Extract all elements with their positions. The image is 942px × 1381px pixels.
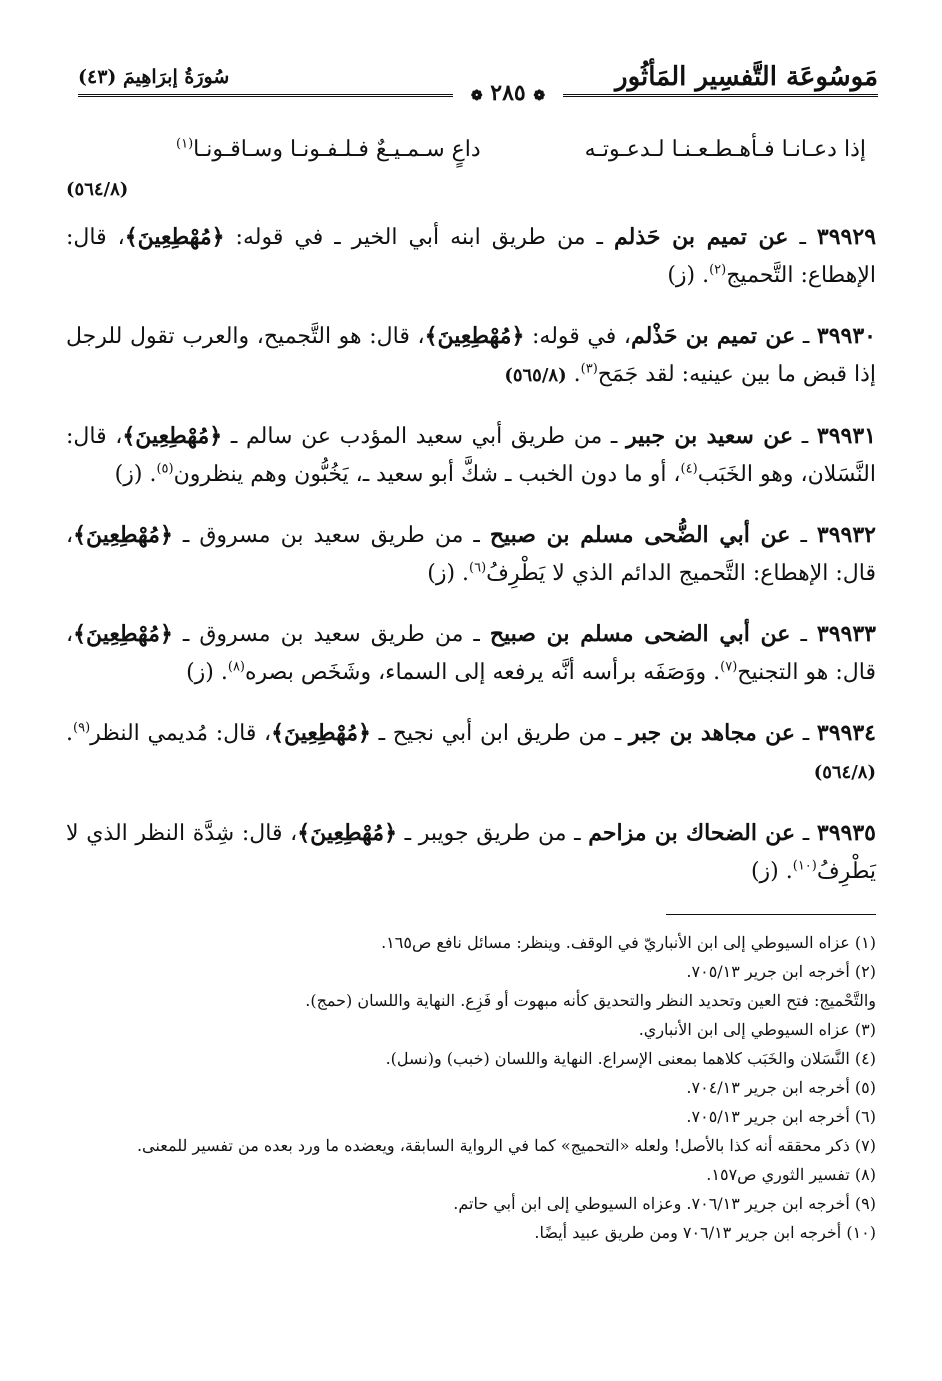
surah-name: سُورَةُ إبرَاهِيمَ (٤٣) <box>78 66 230 88</box>
narration-number: ٣٩٩٣٥ <box>816 820 876 846</box>
quran-word: ﴿مُهْطِعِينَ﴾ <box>124 224 225 250</box>
quran-word: ﴿مُهْطِعِينَ﴾ <box>122 423 223 449</box>
volume-page-ref: (٥٦٤/٨) <box>813 762 876 783</box>
footnote: (٥) أخرجه ابن جرير ٧٠٤/١٣. <box>686 1078 876 1097</box>
narration-number: ٣٩٩٣٣ <box>816 621 876 647</box>
narrator-name: عن الضحاك بن مزاحم <box>588 820 796 846</box>
footnote: (٨) تفسير الثوري ص١٥٧. <box>706 1165 876 1184</box>
poem-hemistich-2 <box>176 130 481 170</box>
narration-number: ٣٩٩٢٩ <box>816 224 877 250</box>
page-number <box>453 80 563 106</box>
quran-word: ﴿مُهْطِعِينَ﴾ <box>297 820 397 846</box>
entry-end: . (ز) <box>114 462 157 487</box>
ornament-icon: ❁ <box>470 88 483 104</box>
footnote: (٦) أخرجه ابن جرير ٧٠٥/١٣. <box>686 1107 876 1126</box>
narration-entry: ٣٩٩٣٥ ـ عن الضحاك بن مزاحم ـ من طريق جويبر ـ ﴿مُهْطِعِينَ﴾، قال: شِدَّة النظر الذي لا يَطْرِفُ$^{(١٠)}$. (ز) <box>66 820 876 884</box>
narration-entry: ٣٩٩٣١ ـ عن سعيد بن جبير ـ من طريق أبي سعيد المؤدب عن سالم ـ ﴿مُهْطِعِينَ﴾، قال: النَّسَلان، وهو الخَبَب$^{(٤)}$، أو ما دون الخبب ـ شكَّ أبو سعيد ـ، يَخُبُّون وهم ينظرون$^{(٥)}$. (ز) <box>66 423 876 487</box>
narrator-name: عن تميم بن حَذْلم <box>630 323 796 349</box>
narrator-name: عن تميم بن حَذلم <box>613 224 789 250</box>
narration-list <box>66 218 876 891</box>
narrator-name: عن أبي الضُّحى مسلم بن صبيح <box>489 522 791 548</box>
entry-end: . <box>66 721 73 746</box>
chain-text: ، في قوله: <box>524 324 631 349</box>
footnote: والتَّحْميج: فتح العين وتحديد النظر والتحديق كأنه مبهوت أو فَزِع. النهاية واللسان (حمج). <box>305 991 876 1010</box>
footnote-marker: (١٠) <box>792 858 817 874</box>
entry-end: . (ز) <box>750 859 793 884</box>
footnote-marker: (٣) <box>580 361 598 377</box>
footnote-marker: (٧) <box>720 659 738 675</box>
narration-number: ٣٩٩٣١ <box>816 423 876 449</box>
footnote-marker: (٢) <box>709 262 727 278</box>
chain-text: ـ من طريق جويبر ـ <box>396 821 589 846</box>
ornament-icon: ❁ <box>533 88 546 104</box>
footnote-marker: (٥) <box>156 461 174 477</box>
narration-entry: ٣٩٩٣٤ ـ عن مجاهد بن جبر ـ من طريق ابن أبي نجيح ـ ﴿مُهْطِعِينَ﴾، قال: مُديمي النظر$^{(٩)}$. (٥٦٤/٨) <box>66 720 876 783</box>
quran-word: ﴿مُهْطِعِينَ﴾ <box>73 621 173 647</box>
entry-text: ، قال: هو التجنيح <box>66 622 876 685</box>
footnote-marker: (٤) <box>680 461 698 477</box>
narration-entry: ٣٩٩٣٢ ـ عن أبي الضُّحى مسلم بن صبيح ـ من طريق سعيد بن مسروق ـ ﴿مُهْطِعِينَ﴾، قال: الإهطاع: التَّحميج الدائم الذي لا يَطْرِفُ$^{(٦)}$. (ز) <box>66 522 876 586</box>
entry-text: ، قال: شِدَّة النظر الذي لا يَطْرِفُ <box>66 821 876 884</box>
poem-verse <box>66 130 876 210</box>
narration-entry: ٣٩٩٣٠ ـ عن تميم بن حَذْلم، في قوله: ﴿مُهْطِعِينَ﴾، قال: هو التَّجميح، والعرب تقول للرجل إذا قبض ما بين عينيه: لقد جَمَح$^{(٣)}$. (٥٦٥/٨) <box>66 323 876 387</box>
page-number-value: ٢٨٥ <box>490 80 526 106</box>
footnote-marker: (٦) <box>469 560 487 576</box>
footnote: (١) عزاه السيوطي إلى ابن الأنباريّ في الوقف. وينظر: مسائل نافع ص١٦٥. <box>381 933 876 952</box>
entry-text: ، قال: الإهطاع: التَّحميج الدائم الذي لا يَطْرِفُ <box>66 523 876 586</box>
footnotes <box>66 928 876 1247</box>
footnote: (٣) عزاه السيوطي إلى ابن الأنباري. <box>638 1020 876 1039</box>
narration-number: ٣٩٩٣٠ <box>816 323 876 349</box>
narration-number: ٣٩٩٣٤ <box>816 720 876 746</box>
book-title: مَوسُوعَة التَّفسِير المَأثُور <box>615 62 878 92</box>
footnote-marker: (٨) <box>227 659 245 675</box>
poem-hemistich-2-text: داعٍ سـمـيـعٌ فـلـفـونـا وسـاقـونـا <box>193 137 481 162</box>
quran-word: ﴿مُهْطِعِينَ﴾ <box>271 720 371 746</box>
page-header <box>78 62 878 108</box>
entry-end: . ووَصَفَه برأسه أنَّه يرفعه إلى السماء، وشَخَص بصره <box>245 660 721 685</box>
narrator-name: عن أبي الضحى مسلم بن صبيح <box>489 621 791 647</box>
entry-text: ، قال: الإهطاع: التَّحميج <box>66 225 876 288</box>
footnote-marker: (١) <box>176 136 194 152</box>
entry-text: ، قال: النَّسَلان، وهو الخَبَب <box>66 424 876 487</box>
narrator-name: عن مجاهد بن جبر <box>628 720 796 746</box>
footnote: (١٠) أخرجه ابن جرير ٧٠٦/١٣ ومن طريق عبيد أيضًا. <box>534 1223 876 1242</box>
chain-text: ـ من طريق ابنه أبي الخير ـ في قوله: <box>224 225 614 250</box>
volume-page-ref: (٥٦٤/٨) <box>66 179 129 200</box>
narration-number: ٣٩٩٣٢ <box>816 522 876 548</box>
entry-end: . (ز) <box>667 263 710 288</box>
narration-entry: ٣٩٩٢٩ ـ عن تميم بن حَذلم ـ من طريق ابنه أبي الخير ـ في قوله: ﴿مُهْطِعِينَ﴾، قال: الإهطاع: التَّحميج$^{(٢)}$. (ز) <box>66 224 877 288</box>
quran-word: ﴿مُهْطِعِينَ﴾ <box>73 522 173 548</box>
entry-end: . (ز) <box>186 660 228 685</box>
footnote-separator <box>666 914 876 915</box>
main-text <box>66 130 876 913</box>
chain-text: ـ من طريق سعيد بن مسروق ـ <box>172 523 490 548</box>
footnote: (٢) أخرجه ابن جرير ٧٠٥/١٣. <box>686 962 876 981</box>
entry-end: ، أو ما دون الخبب ـ شكَّ أبو سعيد ـ، يَخُبُّون وهم ينظرون <box>173 462 681 487</box>
footnote: (٧) ذكر محققه أنه كذا بالأصل! ولعله «التحميج» كما في الرواية السابقة، ويعضده ما ورد بعده من تفسير للمعنى. <box>136 1136 876 1155</box>
entry-text: ، قال: مُديمي النظر <box>90 721 272 746</box>
entry-end: . <box>566 362 581 387</box>
footnote: (٩) أخرجه ابن جرير ٧٠٦/١٣. وعزاه السيوطي إلى ابن أبي حاتم. <box>453 1194 876 1213</box>
narrator-name: عن سعيد بن جبير <box>626 423 794 449</box>
entry-text: ، قال: هو التَّجميح، والعرب تقول للرجل إذا قبض ما بين عينيه: لقد جَمَح <box>66 324 876 387</box>
chain-text: ـ من طريق سعيد بن مسروق ـ <box>172 622 490 647</box>
poem-hemistich-1: إذا دعـانـا فـأهـطـعـنـا لـدعـوتـه <box>584 137 866 162</box>
entry-end: . (ز) <box>427 561 470 586</box>
footnote-marker: (٩) <box>73 720 91 736</box>
chain-text: ـ من طريق أبي سعيد المؤدب عن سالم ـ <box>222 424 627 449</box>
narration-entry: ٣٩٩٣٣ ـ عن أبي الضحى مسلم بن صبيح ـ من طريق سعيد بن مسروق ـ ﴿مُهْطِعِينَ﴾، قال: هو التجنيح$^{(٧)}$. ووَصَفَه برأسه أنَّه يرفعه إلى السماء، وشَخَص بصره$^{(٨)}$. (ز) <box>66 621 876 685</box>
volume-page-ref: (٥٦٥/٨) <box>504 365 567 386</box>
quran-word: ﴿مُهْطِعِينَ﴾ <box>424 323 525 349</box>
chain-text: ـ من طريق ابن أبي نجيح ـ <box>370 721 629 746</box>
footnote: (٤) النَّسَلان والخَبَب كلاهما بمعنى الإسراع. النهاية واللسان (خبب) و(نسل). <box>385 1049 876 1068</box>
